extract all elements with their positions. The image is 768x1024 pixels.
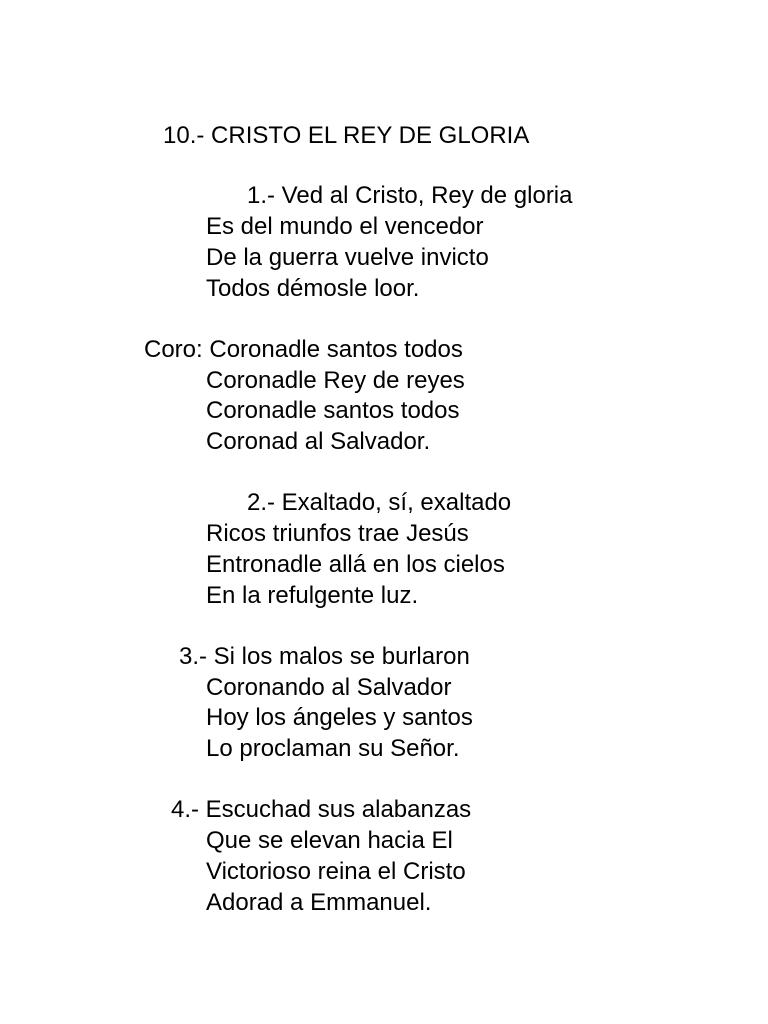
stanza-4-line-1: 4.- Escuchad sus alabanzas (171, 796, 472, 823)
stanza-1-line-1: 1.- Ved al Cristo, Rey de gloria (247, 182, 573, 209)
stanza-2-line-4: En la refulgente luz. (206, 582, 419, 609)
stanza-1-line-3: De la guerra vuelve invicto (206, 244, 489, 271)
stanza-3-line-1: 3.- Si los malos se burlaron (179, 643, 470, 670)
stanza-3-line-3: Hoy los ángeles y santos (206, 704, 473, 731)
stanza-1-line-2: Es del mundo el vencedor (206, 213, 484, 240)
stanza-4-line-2: Que se elevan hacia El (206, 827, 453, 854)
stanza-4-line-3: Victorioso reina el Cristo (206, 858, 466, 885)
stanza-2-line-3: Entronadle allá en los cielos (206, 551, 505, 578)
stanza-4-line-4: Adorad a Emmanuel. (206, 889, 432, 916)
stanza-2-line-2: Ricos triunfos trae Jesús (206, 520, 469, 547)
chorus-line-4: Coronad al Salvador. (206, 428, 431, 455)
chorus-line-1: Coro: Coronadle santos todos (144, 336, 463, 363)
stanza-3-line-2: Coronando al Salvador (206, 674, 452, 701)
chorus-line-2: Coronadle Rey de reyes (206, 367, 465, 394)
chorus-line-3: Coronadle santos todos (206, 397, 460, 424)
hymn-title: 10.- CRISTO EL REY DE GLORIA (163, 122, 530, 149)
stanza-3-line-4: Lo proclaman su Señor. (206, 735, 460, 762)
stanza-2-line-1: 2.- Exaltado, sí, exaltado (247, 489, 512, 516)
stanza-1-line-4: Todos démosle loor. (206, 275, 420, 302)
